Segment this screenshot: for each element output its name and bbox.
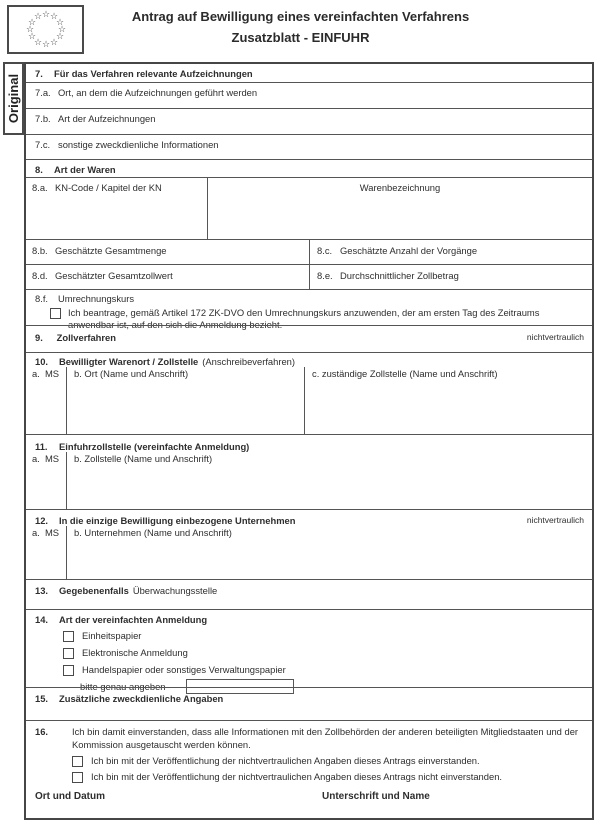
col-c-label: c. zuständige Zollstelle (Name und Anschrift): [312, 368, 498, 379]
field-8e-number: 8.e.: [317, 270, 333, 281]
section-13[interactable]: [26, 579, 592, 609]
umrechnungskurs-checkbox-label: Ich beantrage, gemäß Artikel 172 ZK-DVO den Umrechnungskurs anzuwenden, der am ersten Tag des Zeitraums anwendbar ist, auf den sich die Anmeldung bezieht.: [68, 307, 540, 330]
nicht-einverstanden-label: Ich bin mit der Veröffentlichung der nichtvertraulichen Angaben dieses Antrags nicht einverstanden.: [91, 771, 503, 782]
section-15[interactable]: [26, 687, 592, 720]
field-8e[interactable]: [310, 265, 592, 289]
section-13-heading: Gegebenenfalls: [59, 585, 129, 596]
form-title-line2: Zusatzblatt - EINFUHR: [231, 30, 370, 45]
col-ms-label: MS: [45, 368, 60, 379]
section-12: [26, 509, 592, 579]
section-10: [26, 352, 592, 434]
section-9-number: 9.: [35, 332, 43, 343]
section-16-intro: Ich bin damit einverstanden, dass alle Informationen mit den Zollbehörden der anderen beteiligten Mitgliedstaaten und der Kommission ausgetauscht werden können.: [72, 726, 579, 750]
einverstanden-label: Ich bin mit der Veröffentlichung der nichtvertraulichen Angaben dieses Antrags einverstanden.: [91, 755, 480, 766]
field-8f: [26, 289, 592, 330]
field-8f-label: Umrechnungskurs: [58, 293, 135, 304]
section-11-col-zollstelle[interactable]: [67, 452, 592, 509]
section-12-col-unternehmen[interactable]: [67, 526, 592, 579]
col-ms-label: MS: [45, 453, 60, 464]
field-8b-number: 8.b.: [32, 245, 48, 256]
col-b-label: b. Unternehmen (Name und Anschrift): [74, 527, 232, 538]
section-13-heading-rest: Überwachungsstelle: [132, 585, 218, 596]
field-7c-number: 7.c.: [35, 139, 51, 150]
section-7-title: [26, 64, 592, 82]
section-10-heading: Bewilligter Warenort / Zollstelle: [59, 356, 199, 367]
eu-star-icon: ☆: [28, 17, 37, 27]
handelspapier-checkbox[interactable]: [63, 665, 74, 676]
section-16-number: 16.: [35, 726, 49, 737]
field-7b[interactable]: [26, 108, 592, 134]
handelspapier-label: Handelspapier oder sonstiges Verwaltungspapier: [82, 664, 286, 675]
eu-star-icon: ☆: [28, 31, 37, 41]
section-15-heading: Zusätzliche zweckdienliche Angaben: [59, 693, 224, 704]
eu-star-icon: ☆: [42, 39, 51, 49]
section-14-heading: Art der vereinfachten Anmeldung: [59, 614, 208, 625]
eu-star-icon: ☆: [34, 11, 43, 21]
option-handelspapier: [63, 664, 592, 676]
eu-star-icon: ☆: [50, 37, 59, 47]
field-8a-label: KN-Code / Kapitel der KN: [55, 182, 162, 193]
eu-star-icon: ☆: [58, 24, 67, 34]
section-12-confidentiality-note: nichtvertraulich: [526, 515, 584, 525]
ort-und-datum-label: Ort und Datum: [35, 791, 105, 802]
col-b-label: b. Ort (Name und Anschrift): [74, 368, 189, 379]
section-9-heading: Zollverfahren: [56, 332, 116, 343]
einheitspapier-checkbox[interactable]: [63, 631, 74, 642]
field-7a-number: 7.a.: [35, 87, 51, 98]
field-warenbezeichnung[interactable]: [208, 178, 592, 239]
form-title: [0, 9, 601, 51]
section-9-confidentiality-note: nichtvertraulich: [526, 332, 584, 342]
nicht-einverstanden-checkbox[interactable]: [72, 772, 83, 783]
original-tab-label: Original: [6, 73, 21, 124]
field-7a-label: Ort, an dem die Aufzeichnungen geführt werden: [58, 87, 258, 98]
section-10-title: [26, 353, 592, 367]
section-10-heading-suffix: (Anschreibeverfahren): [202, 356, 296, 367]
section-7-number: 7.: [35, 68, 43, 79]
field-7c-label: sonstige zweckdienliche Informationen: [58, 139, 219, 150]
field-8d-number: 8.d.: [32, 270, 48, 281]
field-8e-label: Durchschnittlicher Zollbetrag: [340, 270, 459, 281]
option-elektronische-anmeldung: [63, 647, 592, 659]
warenbezeichnung-label: Warenbezeichnung: [359, 182, 441, 193]
field-8d[interactable]: [26, 265, 310, 289]
section-11-title: [26, 435, 592, 452]
einverstanden-checkbox[interactable]: [72, 756, 83, 767]
section-11-table: [26, 452, 592, 509]
original-tab: [3, 62, 24, 135]
fields-8d-8e-row: [26, 264, 592, 289]
section-16: [26, 720, 592, 818]
eu-star-icon: ☆: [56, 31, 65, 41]
section-10-col-zollstelle[interactable]: [305, 367, 592, 434]
unterschrift-und-name-label: Unterschrift und Name: [322, 791, 430, 802]
section-14-number: 14.: [35, 614, 49, 625]
field-8b-label: Geschätzte Gesamtmenge: [55, 245, 167, 256]
section-10-col-ort[interactable]: [67, 367, 305, 434]
field-8b[interactable]: [26, 240, 310, 264]
section-11-col-ms[interactable]: [26, 452, 67, 509]
section-7-heading: Für das Verfahren relevante Aufzeichnungen: [54, 68, 253, 79]
section-14: [26, 609, 592, 692]
section-12-heading: In die einzige Bewilligung einbezogene Unternehmen: [59, 515, 296, 526]
col-a-label: a.: [32, 453, 40, 464]
option-einverstanden: [72, 755, 592, 767]
fields-8b-8c-row: [26, 239, 592, 264]
eu-star-icon: ☆: [26, 24, 35, 34]
option-einheitspapier: [63, 630, 592, 642]
field-7b-number: 7.b.: [35, 113, 51, 124]
eu-star-icon: ☆: [34, 37, 43, 47]
field-7b-label: Art der Aufzeichnungen: [58, 113, 156, 124]
field-7a[interactable]: [26, 82, 592, 108]
umrechnungskurs-checkbox[interactable]: [50, 308, 61, 319]
form-title-line1: Antrag auf Bewilligung eines vereinfachten Verfahrens: [131, 9, 470, 24]
field-8a-row: [26, 177, 592, 239]
elektronische-anmeldung-label: Elektronische Anmeldung: [82, 647, 188, 658]
field-8f-number: 8.f.: [35, 293, 49, 304]
field-8c-number: 8.c.: [317, 245, 333, 256]
genau-angeben-label: bitte genau angeben: [80, 681, 166, 692]
section-12-table: [26, 526, 592, 579]
section-10-number: 10.: [35, 356, 49, 367]
section-9[interactable]: [26, 325, 592, 352]
eu-star-icon: ☆: [56, 17, 65, 27]
section-8-heading: Art der Waren: [54, 164, 116, 175]
col-a-label: a.: [32, 368, 40, 379]
elektronische-anmeldung-checkbox[interactable]: [63, 648, 74, 659]
field-8c[interactable]: [310, 240, 592, 264]
eu-star-icon: ☆: [50, 11, 59, 21]
section-12-number: 12.: [35, 515, 49, 526]
col-ms-label: MS: [45, 527, 60, 538]
einheitspapier-label: Einheitspapier: [82, 630, 142, 641]
field-8a[interactable]: [26, 178, 208, 239]
section-15-number: 15.: [35, 693, 49, 704]
section-12-title: [26, 510, 592, 526]
field-7c[interactable]: [26, 134, 592, 159]
option-nicht-einverstanden: [72, 771, 592, 783]
section-13-number: 13.: [35, 585, 49, 596]
section-10-table: [26, 367, 592, 434]
section-11: [26, 434, 592, 509]
section-11-number: 11.: [35, 441, 48, 452]
field-8d-label: Geschätzter Gesamtzollwert: [55, 270, 173, 281]
col-a-label: a.: [32, 527, 40, 538]
section-8-title: [26, 159, 592, 177]
form-body: [24, 62, 594, 820]
col-b-label: b. Zollstelle (Name und Anschrift): [74, 453, 213, 464]
section-8-number: 8.: [35, 164, 43, 175]
eu-star-icon: ☆: [42, 9, 51, 19]
section-11-heading: Einfuhrzollstelle (vereinfachte Anmeldung): [59, 441, 250, 452]
field-8a-number: 8.a.: [32, 182, 48, 193]
field-8c-label: Geschätzte Anzahl der Vorgänge: [340, 245, 478, 256]
section-10-col-ms[interactable]: [26, 367, 67, 434]
section-12-col-ms[interactable]: [26, 526, 67, 579]
